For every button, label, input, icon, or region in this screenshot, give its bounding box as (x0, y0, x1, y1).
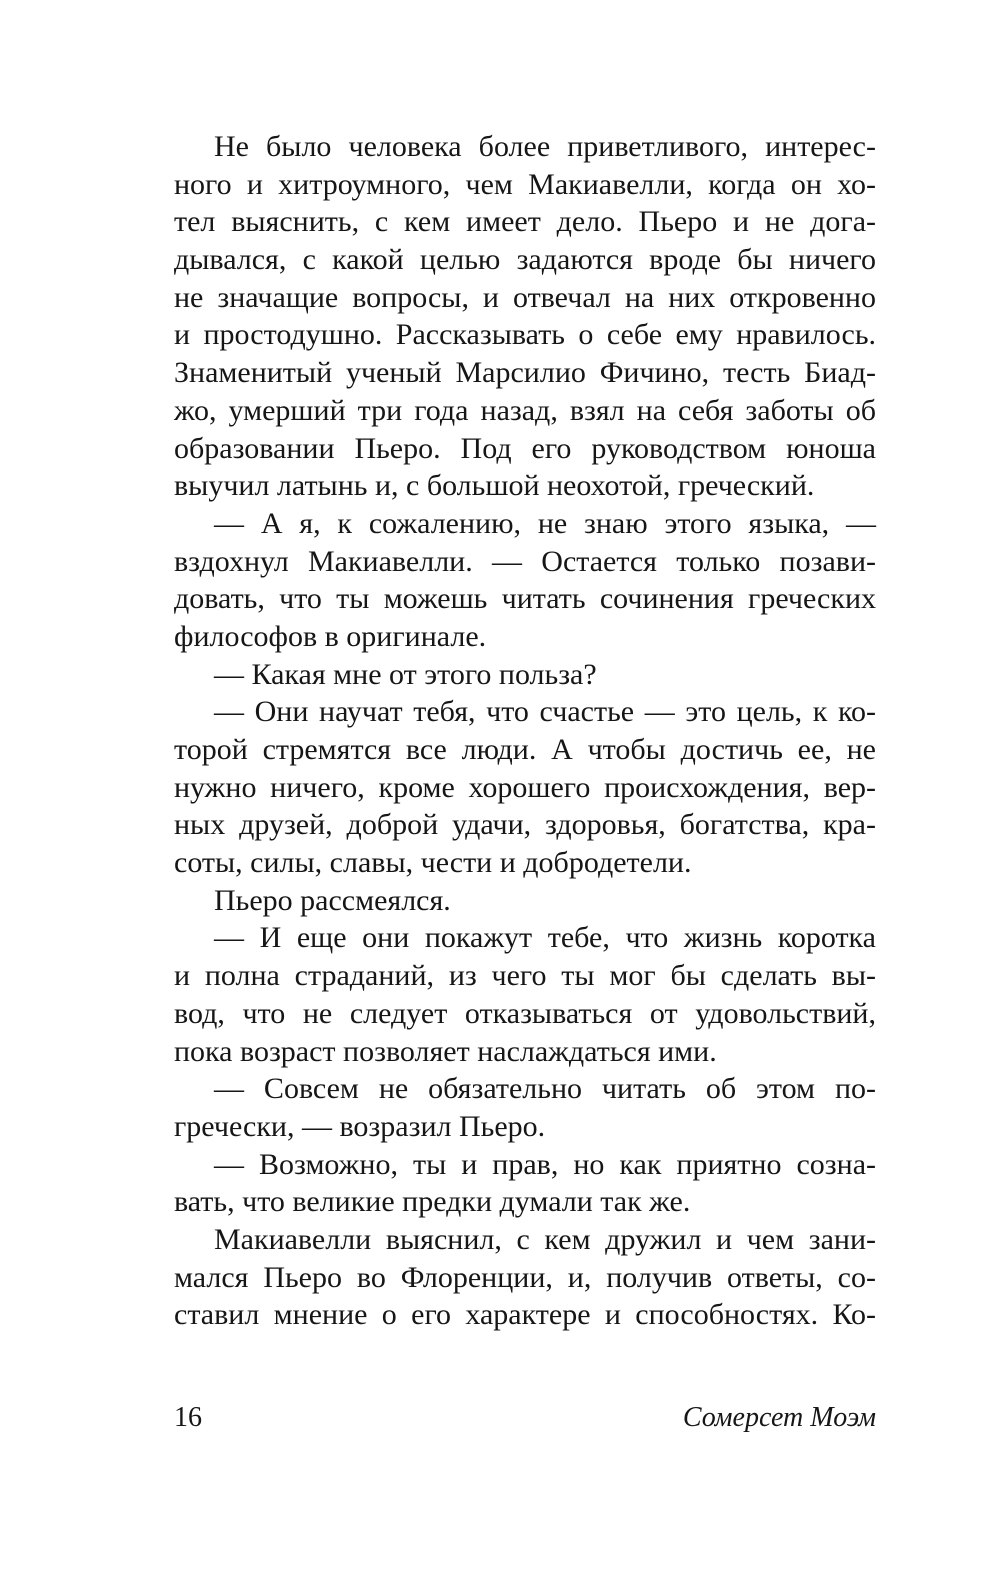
text-line: вздохнул Макиавелли. — Остается только позави- (174, 544, 876, 578)
page-footer (174, 1398, 876, 1438)
text-line: вод, что не следует отказываться от удовольствий, (174, 996, 876, 1030)
paragraph (174, 656, 876, 694)
text-line: Пьеро рассмеялся. (214, 883, 451, 917)
text-line: ного и хитроумного, чем Макиавелли, когда он хо- (174, 167, 876, 201)
text-line: вать, что великие предки думали так же. (174, 1185, 691, 1219)
text-line: — Они научат тебя, что счастье — это цель, к ко- (214, 695, 876, 729)
text-line: и полна страданий, из чего ты мог бы сделать вы- (174, 959, 876, 993)
paragraph (174, 1146, 876, 1221)
paragraph (174, 505, 876, 656)
paragraph (174, 128, 876, 505)
page-number: 16 (174, 1402, 202, 1433)
text-line: мался Пьеро во Флоренции, и, получив ответы, со- (174, 1260, 876, 1294)
text-line: ставил мнение о его характере и способностях. Ко- (174, 1298, 876, 1332)
paragraph (174, 882, 876, 920)
text-line: жо, умерший три года назад, взял на себя заботы об (174, 393, 876, 427)
text-line: нужно ничего, кроме хорошего происхождения, вер- (174, 770, 876, 804)
text-line: образовании Пьеро. Под его руководством юноша (174, 431, 876, 465)
text-line: и простодушно. Рассказывать о себе ему нравилось. (174, 318, 876, 352)
text-line: довать, что ты можешь читать сочинения греческих (174, 582, 876, 616)
text-line: — И еще они покажут тебе, что жизнь коротка (214, 921, 876, 955)
text-line: гречески, — возразил Пьеро. (174, 1109, 546, 1143)
paragraph (174, 1070, 876, 1145)
text-line: ных друзей, доброй удачи, здоровья, богатства, кра- (174, 808, 876, 842)
text-line: философов в оригинале. (174, 619, 487, 653)
text-line: торой стремятся все люди. А чтобы достичь ее, не (174, 733, 876, 766)
paragraph (174, 919, 876, 1070)
text-line: тел выяснить, с кем имеет дело. Пьеро и не дога- (174, 205, 876, 239)
text-line: Макиавелли выяснил, с кем дружил и чем зани- (214, 1222, 876, 1256)
body-text (174, 128, 876, 1334)
paragraph (174, 1221, 876, 1334)
text-line: — Совсем не обязательно читать об этом по- (214, 1072, 876, 1106)
text-line: выучил латынь и, с большой неохотой, греческий. (174, 469, 815, 503)
text-line: — Какая мне от этого польза? (214, 657, 597, 691)
running-title: Сомерсет Моэм (682, 1402, 876, 1433)
paragraph (174, 693, 876, 881)
text-line: не значащие вопросы, и отвечал на них откровенно (174, 280, 876, 314)
text-line: дывался, с какой целью задаются вроде бы ничего (174, 243, 876, 277)
text-line: — Возможно, ты и прав, но как приятно созна- (214, 1147, 876, 1181)
text-line: пока возраст позволяет наслаждаться ими. (174, 1034, 717, 1068)
text-line: соты, силы, славы, чести и добродетели. (174, 846, 692, 880)
text-line: — А я, к сожалению, не знаю этого языка, — (214, 506, 876, 540)
text-line: Не было человека более приветливого, интерес- (214, 130, 876, 163)
text-line: Знаменитый ученый Марсилио Фичино, тесть Биад- (174, 356, 876, 390)
